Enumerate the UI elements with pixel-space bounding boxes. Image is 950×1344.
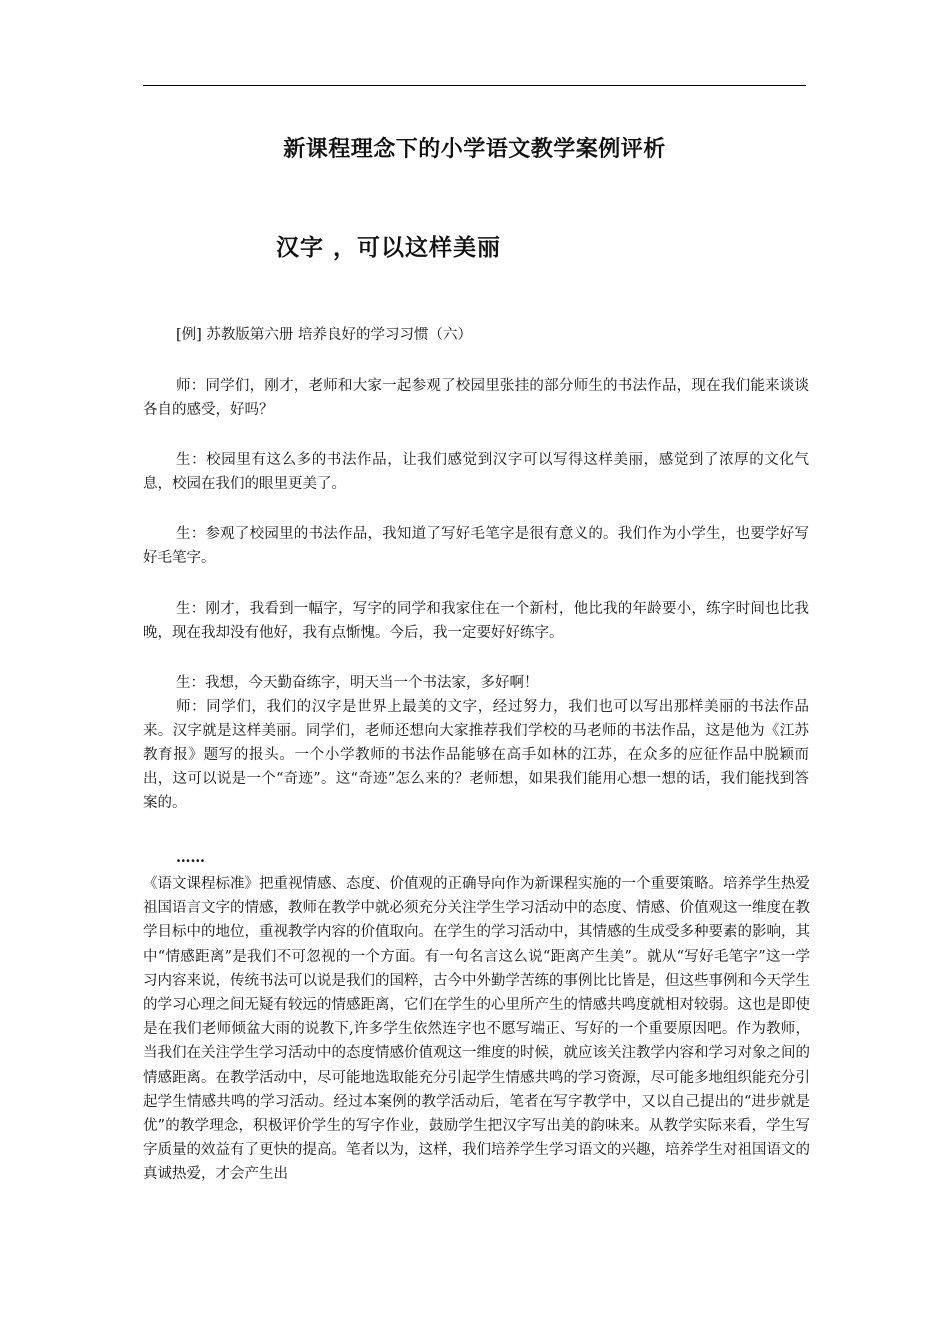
dialogue-paragraph: 师：同学们，我们的汉字是世界上最美的文字，经过努力，我们也可以写出那样美丽的书法作品来。汉字就是这样美丽。同学们，老师还想向大家推荐我们学校的马老师的书法作品，这是他为《江苏教育报》题写的报头。一个小学教师的书法作品能够在高手如林的江苏，在众多的应征作品中脱颖而出，这可以说是一个“奇迹”。这“奇迹”怎么来的？老师想，如果我们能用心想一想的话，我们能找到答案的。 [143,699,809,811]
dialogue-paragraph: 生：我想，今天勤奋练字，明天当一个书法家，多好啊！ [176,675,539,691]
dialogue-paragraph: 生：参观了校园里的书法作品，我知道了写好毛笔字是很有意义的。我们作为小学生，也要学好写好毛笔字。 [143,526,809,566]
document-title: 新课程理念下的小学语文教学案例评析 [283,136,666,162]
dialogue-paragraph: 生：刚才，我看到一幅字，写字的同学和我家住在一个新村，他比我的年龄要小，练字时间也比我晚，现在我却没有他好，我有点惭愧。今后，我一定要好好练字。 [143,601,809,641]
dialogue-paragraph: 生：校园里有这么多的书法作品，让我们感觉到汉字可以写得这样美丽，感觉到了浓厚的文化气息，校园在我们的眼里更美了。 [143,452,809,492]
commentary-paragraph: 《语文课程标准》把重视情感、态度、价值观的正确导向作为新课程实施的一个重要策略。培养学生热爱祖国语言文字的情感，教师在教学中就必须充分关注学生学习活动中的态度、情感、价值观这一维度在教学目标中的地位，重视教学内容的价值取向。在学生的学习活动中，其情感的生成受多种要素的影响，其中“情感距离”是我们不可忽视的一个方面。有一句名言这么说“距离产生美”。就从“写好毛笔字”这一学习内容来说，传统书法可以说是我们的国粹，古今中外勤学苦练的事例比比皆是，但这些事例和今天学生的学习心理之间无疑有较远的情感距离，它们在学生的心里所产生的情感共鸣度就相对较弱。这也是即使是在我们老师倾盆大雨的说教下,许多学生依然连字也不愿写端正、写好的一个重要原因吧。作为教师，当我们在关注学生学习活动中的态度情感价值观这一维度的时候，就应该关注教学内容和学习对象之间的情感距离。在教学活动中，尽可能地选取能充分引起学生情感共鸣的学习资源，尽可能多地组织能充分引起学生情感共鸣的学习活动。经过本案例的教学活动后，笔者在写字教学中，又以自己提出的“进步就是优”的教学理念，积极评价学生的写字作业，鼓励学生把汉字写出美的韵味来。从教学实际来看，学生写字质量的效益有了更快的提高。笔者以为，这样，我们培养学生学习语文的兴趣，培养学生对祖国语文的真诚热爱，才会产生出 [143,876,810,1183]
section-subtitle: 汉字 ，可以这样美丽 [276,234,502,261]
header-rule [143,85,806,86]
example-label: [例] 苏教版第六册 培养良好的学习习惯（六） [176,327,473,343]
dialogue-paragraph: 师：同学们，刚才，老师和大家一起参观了校园里张挂的部分师生的书法作品，现在我们能来谈谈各自的感受，好吗？ [143,378,809,418]
ellipsis-mark: …… [176,849,205,866]
